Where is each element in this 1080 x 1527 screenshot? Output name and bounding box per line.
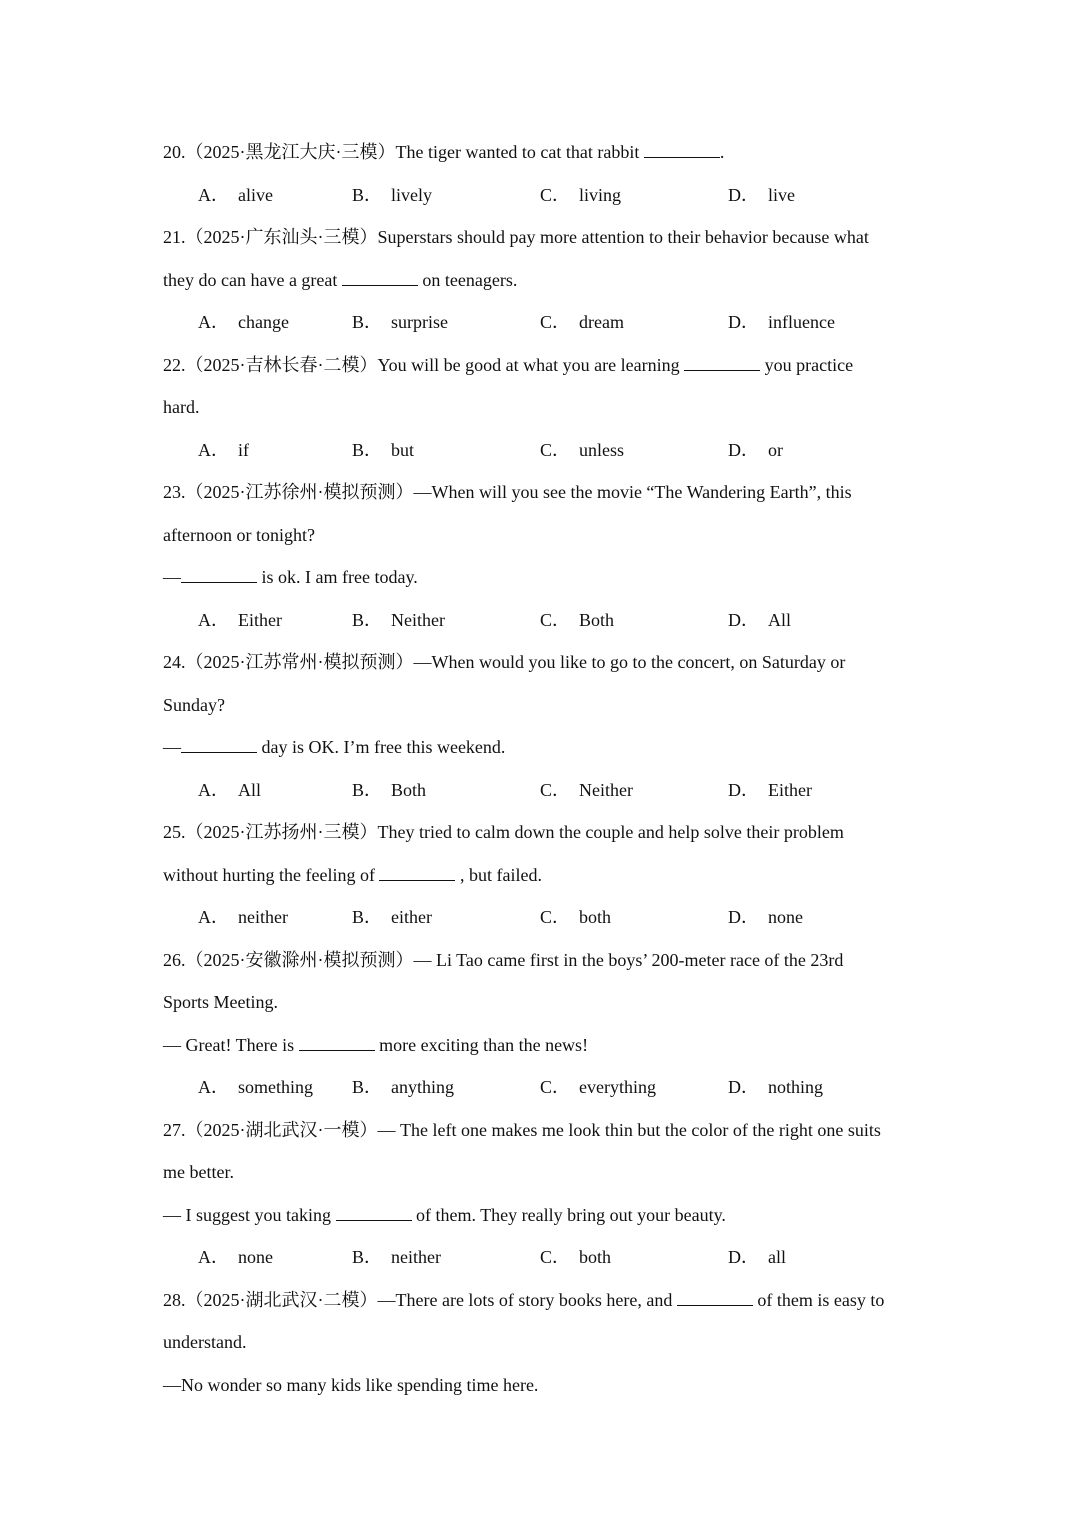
option-text: none xyxy=(238,1247,273,1267)
option-c xyxy=(540,301,624,344)
answer-blank xyxy=(677,1287,753,1306)
question-stem xyxy=(163,1109,923,1152)
option-b xyxy=(352,1066,454,1109)
option-letter: B． xyxy=(352,609,383,630)
option-letter: C． xyxy=(540,1247,571,1267)
question-text: without hurting the feeling of xyxy=(163,864,380,885)
option-text: neither xyxy=(391,1247,441,1267)
answer-options xyxy=(163,429,923,472)
option-c xyxy=(540,429,624,472)
answer-blank xyxy=(342,267,418,286)
question-text: — xyxy=(163,567,181,587)
option-b xyxy=(352,599,445,642)
question-item xyxy=(163,344,923,472)
option-a xyxy=(198,1236,273,1279)
option-text: live xyxy=(768,184,795,205)
option-text: Both xyxy=(391,779,427,800)
option-text: surprise xyxy=(391,312,449,332)
answer-blank xyxy=(644,139,720,158)
question-text: more exciting than the news! xyxy=(374,1034,589,1055)
question-line xyxy=(163,981,923,1024)
option-c xyxy=(540,1236,611,1279)
option-letter: A． xyxy=(198,1077,229,1097)
option-d xyxy=(728,174,795,217)
option-b xyxy=(352,301,448,344)
question-text: Sports Meeting. xyxy=(163,992,278,1012)
option-text: none xyxy=(768,907,803,927)
question-text: me better. xyxy=(163,1162,234,1182)
option-text: or xyxy=(768,439,783,460)
option-d xyxy=(728,1066,823,1109)
question-stem xyxy=(163,641,923,684)
option-a xyxy=(198,769,261,812)
answer-blank xyxy=(379,862,455,881)
option-letter: D． xyxy=(728,1247,759,1267)
answer-options xyxy=(163,301,923,344)
option-text: but xyxy=(391,439,415,460)
option-a xyxy=(198,599,282,642)
option-text: all xyxy=(768,1247,786,1267)
option-text: Both xyxy=(579,609,615,630)
question-text: day is OK. I’m free this weekend. xyxy=(257,737,506,757)
option-a xyxy=(198,301,289,344)
option-letter: D． xyxy=(728,779,759,800)
answer-blank xyxy=(336,1202,412,1221)
option-letter: A． xyxy=(198,439,229,460)
question-text: understand. xyxy=(163,1332,247,1352)
option-text: change xyxy=(238,312,289,332)
question-text: 20.（2025·黑龙江大庆·三模）The tiger wanted to cat that rabbit xyxy=(163,142,644,162)
question-text: — I suggest you taking xyxy=(163,1204,336,1225)
option-d xyxy=(728,896,803,939)
question-stem xyxy=(163,216,923,259)
option-b xyxy=(352,896,432,939)
option-letter: C． xyxy=(540,609,571,630)
option-letter: D． xyxy=(728,1077,759,1097)
option-text: nothing xyxy=(768,1077,824,1097)
option-text: both xyxy=(579,907,612,927)
question-text: they do can have a great xyxy=(163,269,342,290)
option-letter: C． xyxy=(540,907,571,927)
option-c xyxy=(540,769,633,812)
option-c xyxy=(540,896,611,939)
question-line xyxy=(163,854,923,897)
option-b xyxy=(352,429,414,472)
option-c xyxy=(540,599,614,642)
option-letter: D． xyxy=(728,907,759,927)
option-letter: A． xyxy=(198,1247,229,1267)
option-letter: C． xyxy=(540,779,571,800)
option-d xyxy=(728,769,812,812)
option-a xyxy=(198,1066,313,1109)
option-text: if xyxy=(238,439,249,460)
question-line xyxy=(163,1194,923,1237)
option-a xyxy=(198,429,249,472)
question-item xyxy=(163,939,923,1109)
question-list xyxy=(163,131,923,1406)
question-text: —No wonder so many kids like spending time here. xyxy=(163,1374,539,1395)
option-text: influence xyxy=(768,312,835,332)
question-text: hard. xyxy=(163,397,200,417)
question-text: 22.（2025·吉林长春·二模）You will be good at what you are learning xyxy=(163,354,685,375)
question-line xyxy=(163,1024,923,1067)
question-text: you practice xyxy=(760,354,854,375)
question-line xyxy=(163,684,923,727)
option-text: anything xyxy=(391,1077,455,1097)
question-line xyxy=(163,1151,923,1194)
option-d xyxy=(728,599,791,642)
option-text: All xyxy=(768,609,792,630)
option-letter: C． xyxy=(540,312,571,332)
answer-options xyxy=(163,769,923,812)
answer-blank xyxy=(181,734,257,753)
answer-options xyxy=(163,896,923,939)
answer-blank xyxy=(181,564,257,583)
option-text: All xyxy=(238,779,262,800)
option-a xyxy=(198,896,288,939)
option-b xyxy=(352,174,432,217)
option-letter: A． xyxy=(198,907,229,927)
option-d xyxy=(728,429,783,472)
question-line xyxy=(163,386,923,429)
question-text: 23.（2025·江苏徐州·模拟预测）—When will you see the movie “The Wandering Earth”, this xyxy=(163,482,852,502)
option-text: everything xyxy=(579,1077,656,1097)
option-text: Either xyxy=(768,779,812,800)
option-letter: A． xyxy=(198,312,229,332)
option-text: dream xyxy=(579,312,624,332)
question-item xyxy=(163,641,923,811)
option-letter: D． xyxy=(728,439,759,460)
option-text: alive xyxy=(238,184,273,205)
question-text: 21.（2025·广东汕头·三模）Superstars should pay more attention to their behavior because what xyxy=(163,227,869,247)
question-text: 28.（2025·湖北武汉·二模）—There are lots of story books here, and xyxy=(163,1289,677,1310)
question-text: 25.（2025·江苏扬州·三模）They tried to calm down the couple and help solve their problem xyxy=(163,822,844,842)
question-item xyxy=(163,811,923,939)
question-stem xyxy=(163,1279,923,1322)
question-item xyxy=(163,1279,923,1407)
question-stem xyxy=(163,939,923,982)
question-line xyxy=(163,556,923,599)
option-letter: A． xyxy=(198,609,229,630)
question-item xyxy=(163,471,923,641)
option-letter: D． xyxy=(728,609,759,630)
option-text: both xyxy=(579,1247,612,1267)
option-d xyxy=(728,1236,786,1279)
option-letter: B． xyxy=(352,1077,383,1097)
option-text: unless xyxy=(579,439,625,460)
question-text: on teenagers. xyxy=(417,269,518,290)
option-letter: A． xyxy=(198,779,229,800)
option-letter: B． xyxy=(352,1247,383,1267)
question-text: of them is easy to xyxy=(752,1289,885,1310)
question-text: . xyxy=(719,142,725,162)
question-item xyxy=(163,216,923,344)
question-text: is ok. I am free today. xyxy=(257,567,418,587)
question-stem xyxy=(163,131,923,174)
option-b xyxy=(352,769,426,812)
option-letter: D． xyxy=(728,312,759,332)
option-c xyxy=(540,1066,656,1109)
question-line xyxy=(163,514,923,557)
answer-blank xyxy=(684,352,760,371)
question-text: — xyxy=(163,737,181,757)
option-text: neither xyxy=(238,907,288,927)
answer-options xyxy=(163,599,923,642)
option-a xyxy=(198,174,273,217)
question-item xyxy=(163,1109,923,1279)
question-line xyxy=(163,1321,923,1364)
option-c xyxy=(540,174,621,217)
option-text: Neither xyxy=(391,609,445,630)
question-stem xyxy=(163,811,923,854)
option-letter: B． xyxy=(352,439,383,460)
question-text: 24.（2025·江苏常州·模拟预测）—When would you like to go to the concert, on Saturday or xyxy=(163,652,846,672)
question-line xyxy=(163,1364,923,1407)
option-letter: A． xyxy=(198,184,229,205)
option-letter: C． xyxy=(540,1077,571,1097)
option-letter: D． xyxy=(728,184,759,205)
option-text: Either xyxy=(238,609,282,630)
question-text: — Great! There is xyxy=(163,1034,299,1055)
question-text: Sunday? xyxy=(163,694,225,715)
question-stem xyxy=(163,344,923,387)
option-letter: B． xyxy=(352,779,383,800)
option-text: living xyxy=(579,184,622,205)
answer-options xyxy=(163,1066,923,1109)
option-letter: B． xyxy=(352,312,383,332)
option-letter: B． xyxy=(352,184,383,205)
option-letter: C． xyxy=(540,184,571,205)
answer-blank xyxy=(299,1032,375,1051)
option-b xyxy=(352,1236,441,1279)
question-line xyxy=(163,259,923,302)
question-text: of them. They really bring out your beauty. xyxy=(411,1204,726,1225)
question-item xyxy=(163,131,923,216)
question-text: 27.（2025·湖北武汉·一模）— The left one makes me look thin but the color of the right one suits xyxy=(163,1119,881,1140)
option-text: lively xyxy=(391,184,433,205)
question-text: afternoon or tonight? xyxy=(163,524,315,545)
option-letter: C． xyxy=(540,439,571,460)
question-line xyxy=(163,726,923,769)
option-d xyxy=(728,301,835,344)
answer-options xyxy=(163,1236,923,1279)
question-stem xyxy=(163,471,923,514)
answer-options xyxy=(163,174,923,217)
option-text: something xyxy=(238,1077,313,1097)
option-letter: B． xyxy=(352,907,383,927)
option-text: either xyxy=(391,907,432,927)
option-text: Neither xyxy=(579,779,633,800)
question-text: , but failed. xyxy=(455,864,542,885)
question-text: 26.（2025·安徽滁州·模拟预测）— Li Tao came first in the boys’ 200-meter race of the 23rd xyxy=(163,949,844,970)
